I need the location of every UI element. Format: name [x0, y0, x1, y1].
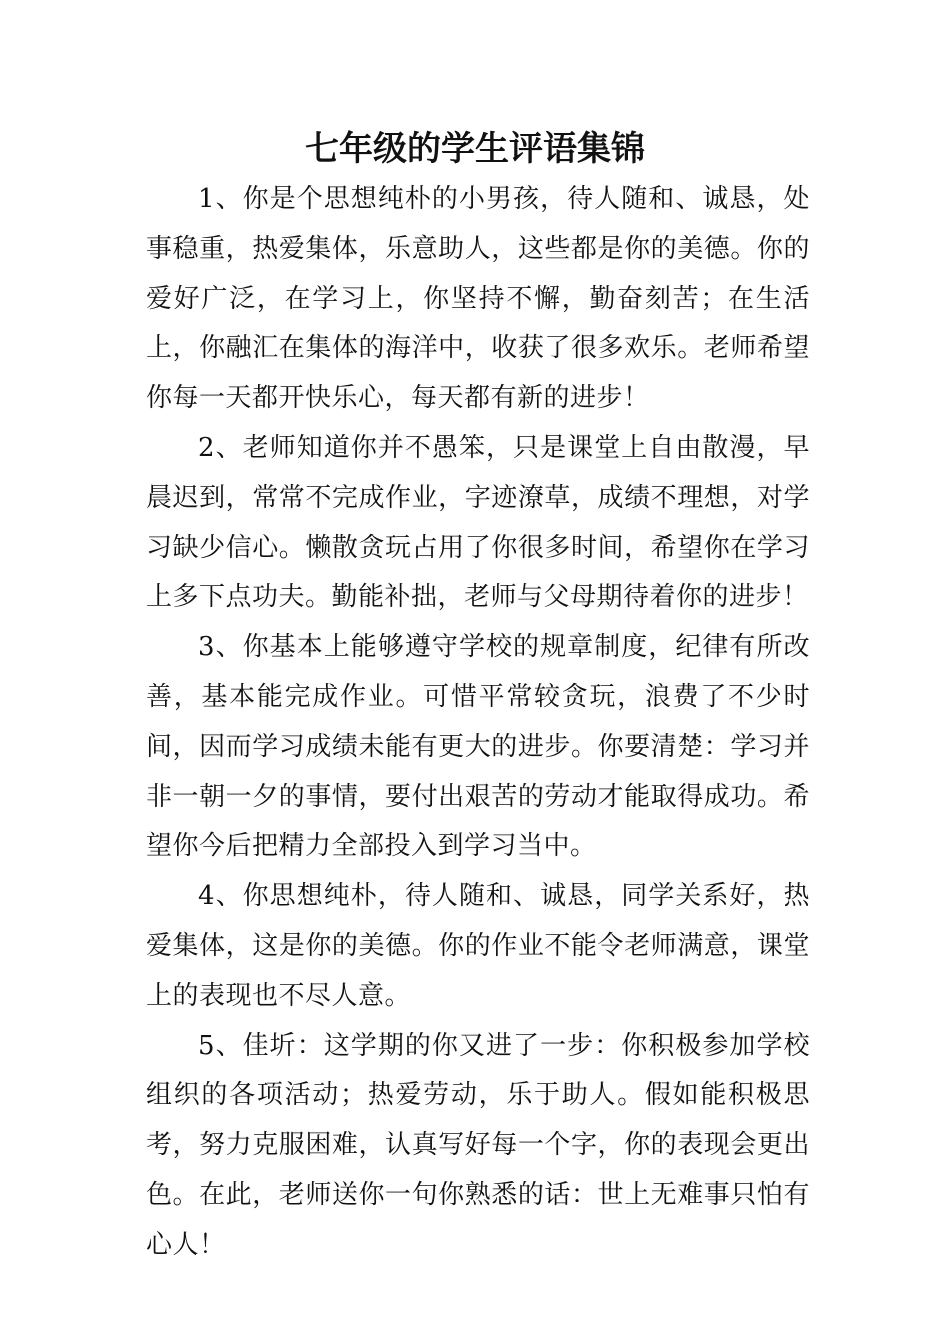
document-title: 七年级的学生评语集锦 — [305, 129, 645, 169]
comment-paragraph-2: 2、老师知道你并不愚笨，只是课堂上自由散漫，早晨迟到，常常不完成作业，字迹潦草，成绩不理想，对学习缺少信心。懒散贪玩占用了你很多时间，希望你在学习上多下点功夫。勤能补拙，老师与父母期待着你的进步！ — [146, 432, 810, 613]
comment-paragraph-5: 5、佳圻：这学期的你又进了一步：你积极参加学校组织的各项活动；热爱劳动，乐于助人。假如能积极思考，努力克服困难，认真写好每一个字，你的表现会更出色。在此，老师送你一句你熟悉的话：世上无难事只怕有心人！ — [146, 1030, 810, 1260]
document-body — [146, 175, 810, 1271]
comment-paragraph-4: 4、你思想纯朴，待人随和、诚恳，同学关系好，热爱集体，这是你的美德。你的作业不能令老师满意，课堂上的表现也不尽人意。 — [146, 881, 810, 1011]
comment-paragraph-1: 1、你是个思想纯朴的小男孩，待人随和、诚恳，处事稳重，热爱集体，乐意助人，这些都是你的美德。你的爱好广泛，在学习上，你坚持不懈，勤奋刻苦；在生活上，你融汇在集体的海洋中，收获了很多欢乐。老师希望你每一天都开快乐心，每天都有新的进步！ — [146, 184, 810, 414]
comment-paragraph-3: 3、你基本上能够遵守学校的规章制度，纪律有所改善，基本能完成作业。可惜平常较贪玩，浪费了不少时间，因而学习成绩未能有更大的进步。你要清楚：学习并非一朝一夕的事情，要付出艰苦的劳动才能取得成功。希望你今后把精力全部投入到学习当中。 — [146, 632, 810, 862]
